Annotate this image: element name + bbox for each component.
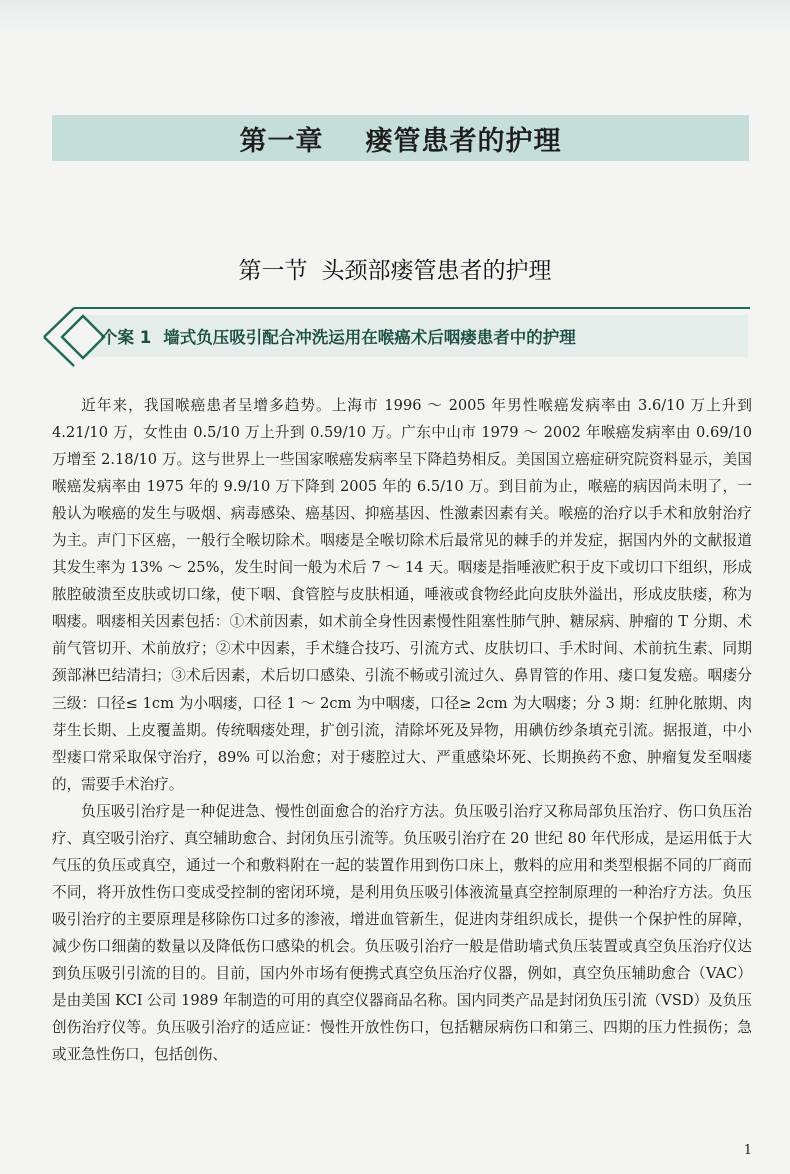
body-text <box>52 392 752 1068</box>
chapter-number: 第一章 <box>239 125 324 157</box>
paragraph: 负压吸引治疗是一种促进急、慢性创面愈合的治疗方法。负压吸引治疗又称局部负压治疗、伤口负压治疗、真空吸引治疗、真空辅助愈合、封闭负压引流等。负压吸引治疗在 20 世纪 80 年代形成，是运用低于大气压的负压或真空，通过一个和敷料附在一起的装置作用到伤口床上，敷料的应用和类型根据不同的厂商而不同，将开放性伤口变成受控制的密闭环境，是利用负压吸引体液流量真空控制原理的一种治疗方法。负压吸引治疗的主要原理是移除伤口过多的渗液，增进血管新生，促进肉芽组织成长，提供一个保护性的屏障，减少伤口细菌的数量以及降低伤口感染的机会。负压吸引治疗一般是借助墙式负压装置或真空负压治疗仪达到负压吸引引流的目的。目前，国内外市场有便携式真空负压治疗仪器，例如，真空负压辅助愈合（VAC）是由美国 KCI 公司 1989 年制造的可用的真空仪器商品名称。国内同类产品是封闭负压引流（VSD）及负压创伤治疗仪等。负压吸引治疗的适应证：慢性开放性伤口，包括糖尿病伤口和第三、四期的压力性损伤；急或亚急性伤口，包括创伤、 <box>52 802 752 1064</box>
paragraph: 近年来，我国喉癌患者呈增多趋势。上海市 1996 ～ 2005 年男性喉癌发病率由 3.6/10 万上升到 4.21/10 万，女性由 0.5/10 万上升到 0.59/10 万。广东中山市 1979 ～ 2002 年喉癌发病率由 0.69/10 万增至 2.18/10 万。这与世界上一些国家喉癌发病率呈下降趋势相反。美国国立癌症研究院资料显示，美国喉癌发病率由 1975 年的 9.9/10 万下降到 2005 年的 6.5/10 万。到目前为止，喉癌的病因尚未明了，一般认为喉癌的发生与吸烟、病毒感染、癌基因、抑癌基因、性激素因素有关。喉癌的治疗以手术和放射治疗为主。声门下区癌，一般行全喉切除术。咽瘘是全喉切除术后最常见的棘手的并发症，据国内外的文献报道其发生率为 13% ～ 25%，发生时间一般为术后 7 ～ 14 天。咽瘘是指唾液贮积于皮下或切口下组织，形成脓腔破溃至皮肤或切口缘，使下咽、食管腔与皮肤相通，唾液或食物经此向皮肤外溢出，形成皮肤瘘，称为咽瘘。咽瘘相关因素包括：①术前因素，如术前全身性因素慢性阻塞性肺气肿、糖尿病、肿瘤的 T 分期、术前气管切开、术前放疗；②术中因素，手术缝合技巧、引流方式、皮肤切口、手术时间、术前抗生素、同期颈部淋巴结清扫；③术后因素，术后切口感染、引流不畅或引流过久、鼻胃管的作用、瘘口复发癌。咽瘘分三级：口径≤ 1cm 为小咽瘘，口径 1 ～ 2cm 为中咽瘘，口径≥ 2cm 为大咽瘘；分 3 期：红肿化脓期、肉芽生长期、上皮覆盖期。传统咽瘘处理，扩创引流，清除坏死及异物，用碘仿纱条填充引流。据报道，中小型瘘口常采取保守治疗，89% 可以治愈；对于瘘腔过大、严重感染坏死、长期换药不愈、肿瘤复发至咽瘘的，需要手术治疗。 <box>52 397 752 793</box>
section-number: 第一节 <box>238 258 308 284</box>
section-title: 头颈部瘘管患者的护理 <box>321 258 552 284</box>
case-title <box>101 324 576 348</box>
page-number: 1 <box>743 1143 752 1158</box>
section-heading <box>0 252 790 285</box>
chapter-title: 瘘管患者的护理 <box>365 125 562 157</box>
case-number: 个案 1 <box>101 328 152 347</box>
chapter-banner <box>52 115 749 161</box>
case-title-text: 墙式负压吸引配合冲洗运用在喉癌术后咽瘘患者中的护理 <box>163 328 576 347</box>
case-heading <box>38 307 750 367</box>
